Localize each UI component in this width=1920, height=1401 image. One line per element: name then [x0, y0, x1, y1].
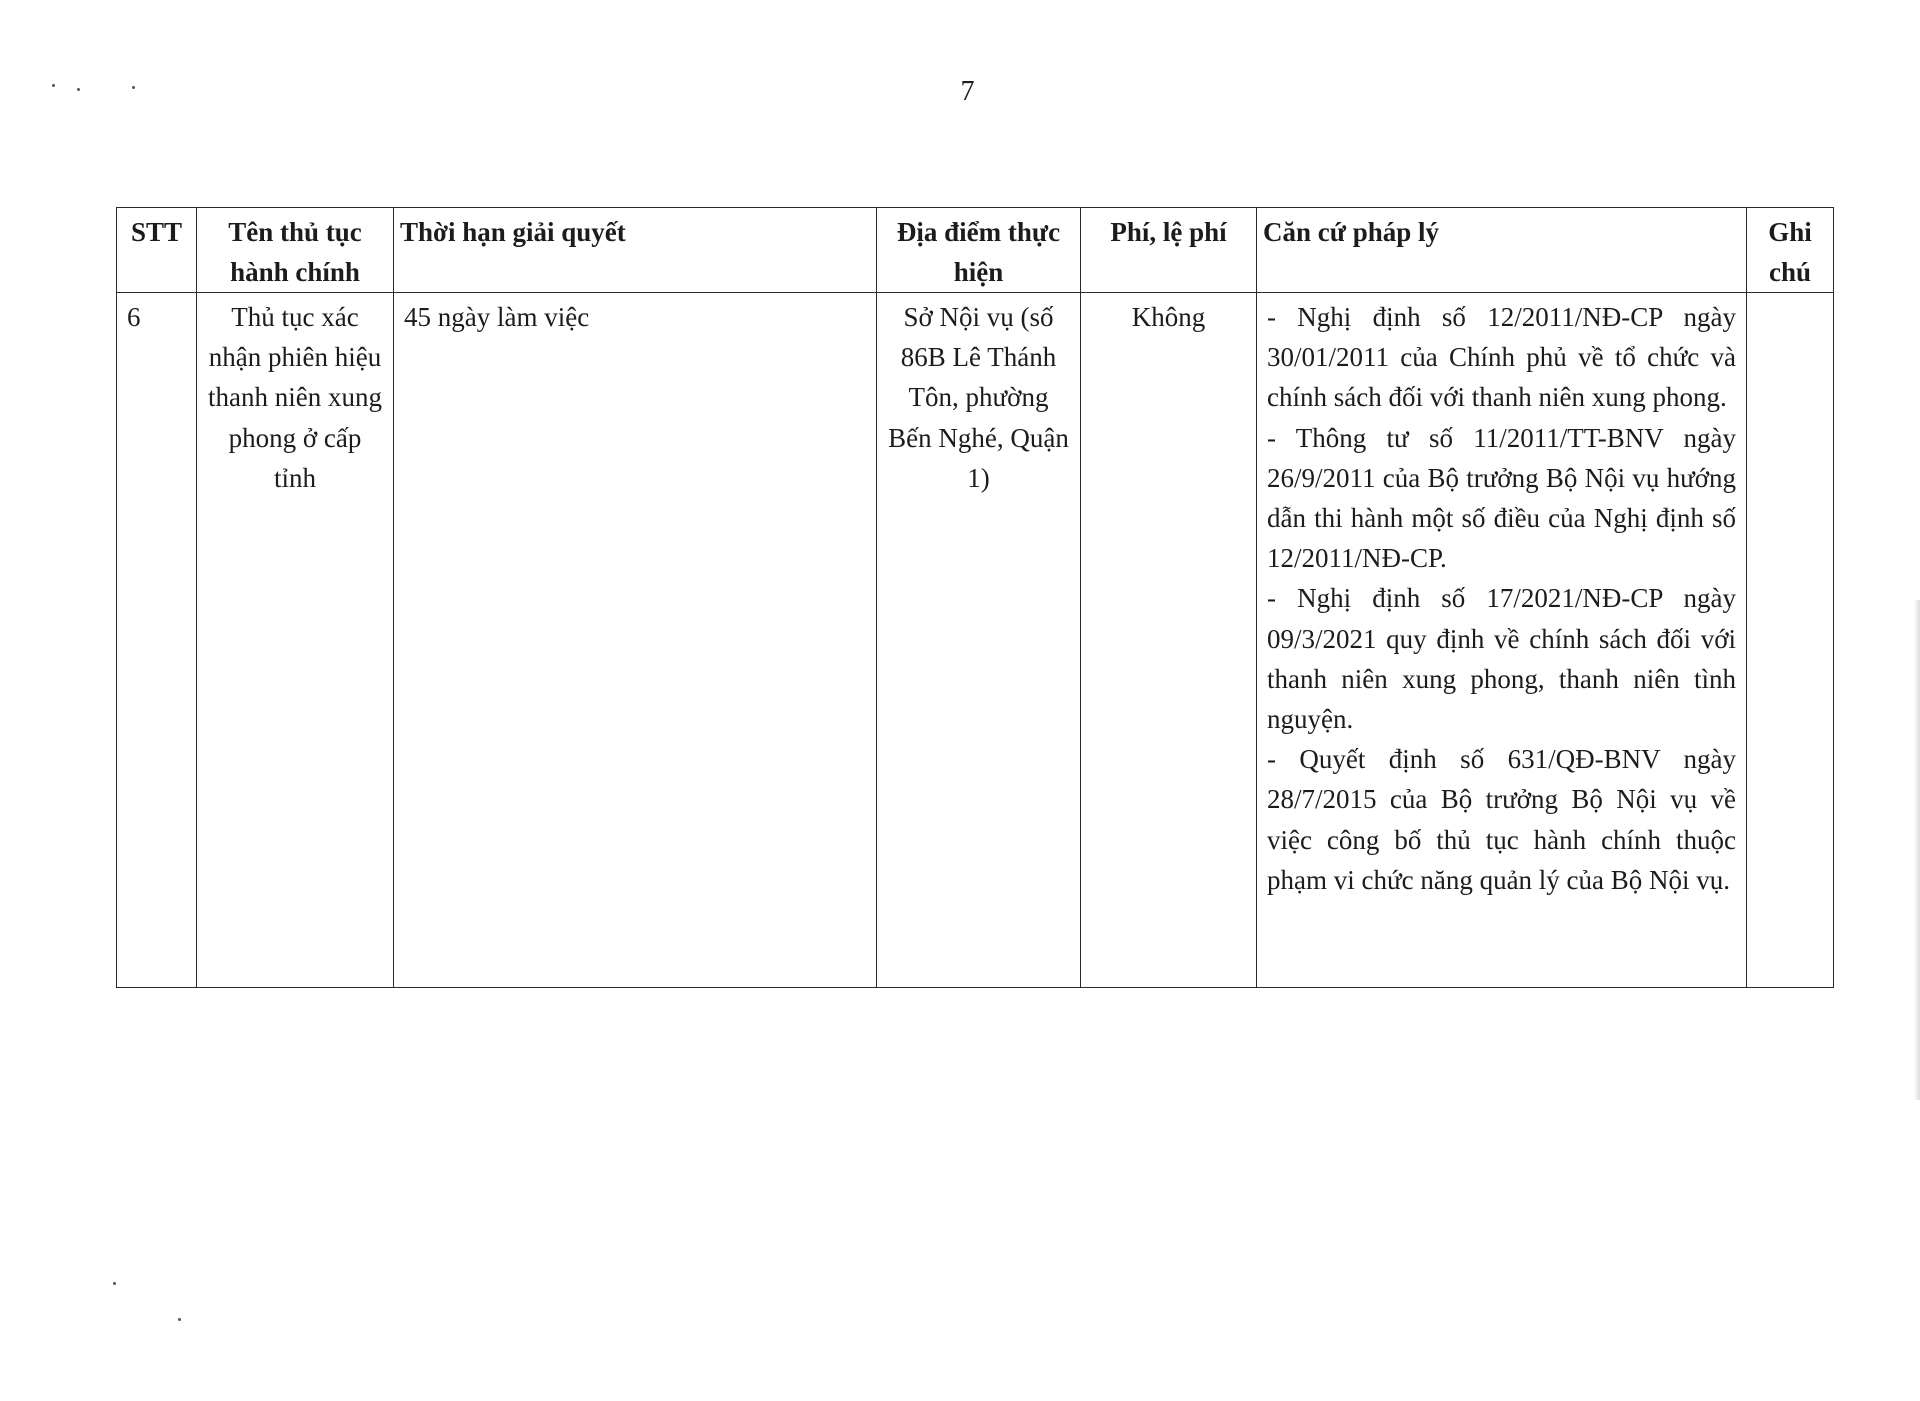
scan-speck	[132, 86, 135, 89]
cell-processing-time: 45 ngày làm việc	[394, 293, 877, 988]
scan-edge-shadow	[1914, 600, 1920, 1100]
page-number: 7	[960, 76, 975, 107]
header-procedure-name: Tên thủ tục hành chính	[197, 208, 394, 293]
scan-speck	[77, 88, 80, 91]
header-stt: STT	[117, 208, 197, 293]
cell-fee: Không	[1081, 293, 1257, 988]
table-header-row	[117, 208, 1834, 293]
procedure-table	[116, 207, 1834, 988]
cell-location: Sở Nội vụ (số 86B Lê Thánh Tôn, phường Bến Nghé, Quận 1)	[877, 293, 1081, 988]
header-note: Ghi chú	[1747, 208, 1834, 293]
header-location: Địa điểm thực hiện	[877, 208, 1081, 293]
legal-basis-item: - Thông tư số 11/2011/TT-BNV ngày 26/9/2011 của Bộ trưởng Bộ Nội vụ hướng dẫn thi hành một số điều của Nghị định số 12/2011/NĐ-CP.	[1267, 422, 1736, 574]
header-fee: Phí, lệ phí	[1081, 208, 1257, 293]
cell-stt: 6	[117, 293, 197, 988]
cell-procedure-name: Thủ tục xác nhận phiên hiệu thanh niên xung phong ở cấp tỉnh	[197, 293, 394, 988]
cell-note	[1747, 293, 1834, 988]
header-legal-basis: Căn cứ pháp lý	[1257, 208, 1747, 293]
legal-basis-item: - Nghị định số 17/2021/NĐ-CP ngày 09/3/2021 quy định về chính sách đối với thanh niên xung phong, thanh niên tình nguyện.	[1267, 583, 1736, 735]
legal-basis-item: - Nghị định số 12/2011/NĐ-CP ngày 30/01/2011 của Chính phủ về tổ chức và chính sách đối với thanh niên xung phong.	[1267, 302, 1736, 413]
scan-speck	[113, 1282, 116, 1285]
cell-legal-basis	[1257, 293, 1747, 988]
legal-basis-item: - Quyết định số 631/QĐ-BNV ngày 28/7/2015 của Bộ trưởng Bộ Nội vụ về việc công bố thủ tục hành chính thuộc phạm vi chức năng quản lý của Bộ Nội vụ.	[1267, 744, 1736, 895]
table-row	[117, 293, 1834, 988]
header-processing-time: Thời hạn giải quyết	[394, 208, 877, 293]
scan-speck	[52, 84, 55, 87]
scan-speck	[178, 1318, 181, 1321]
